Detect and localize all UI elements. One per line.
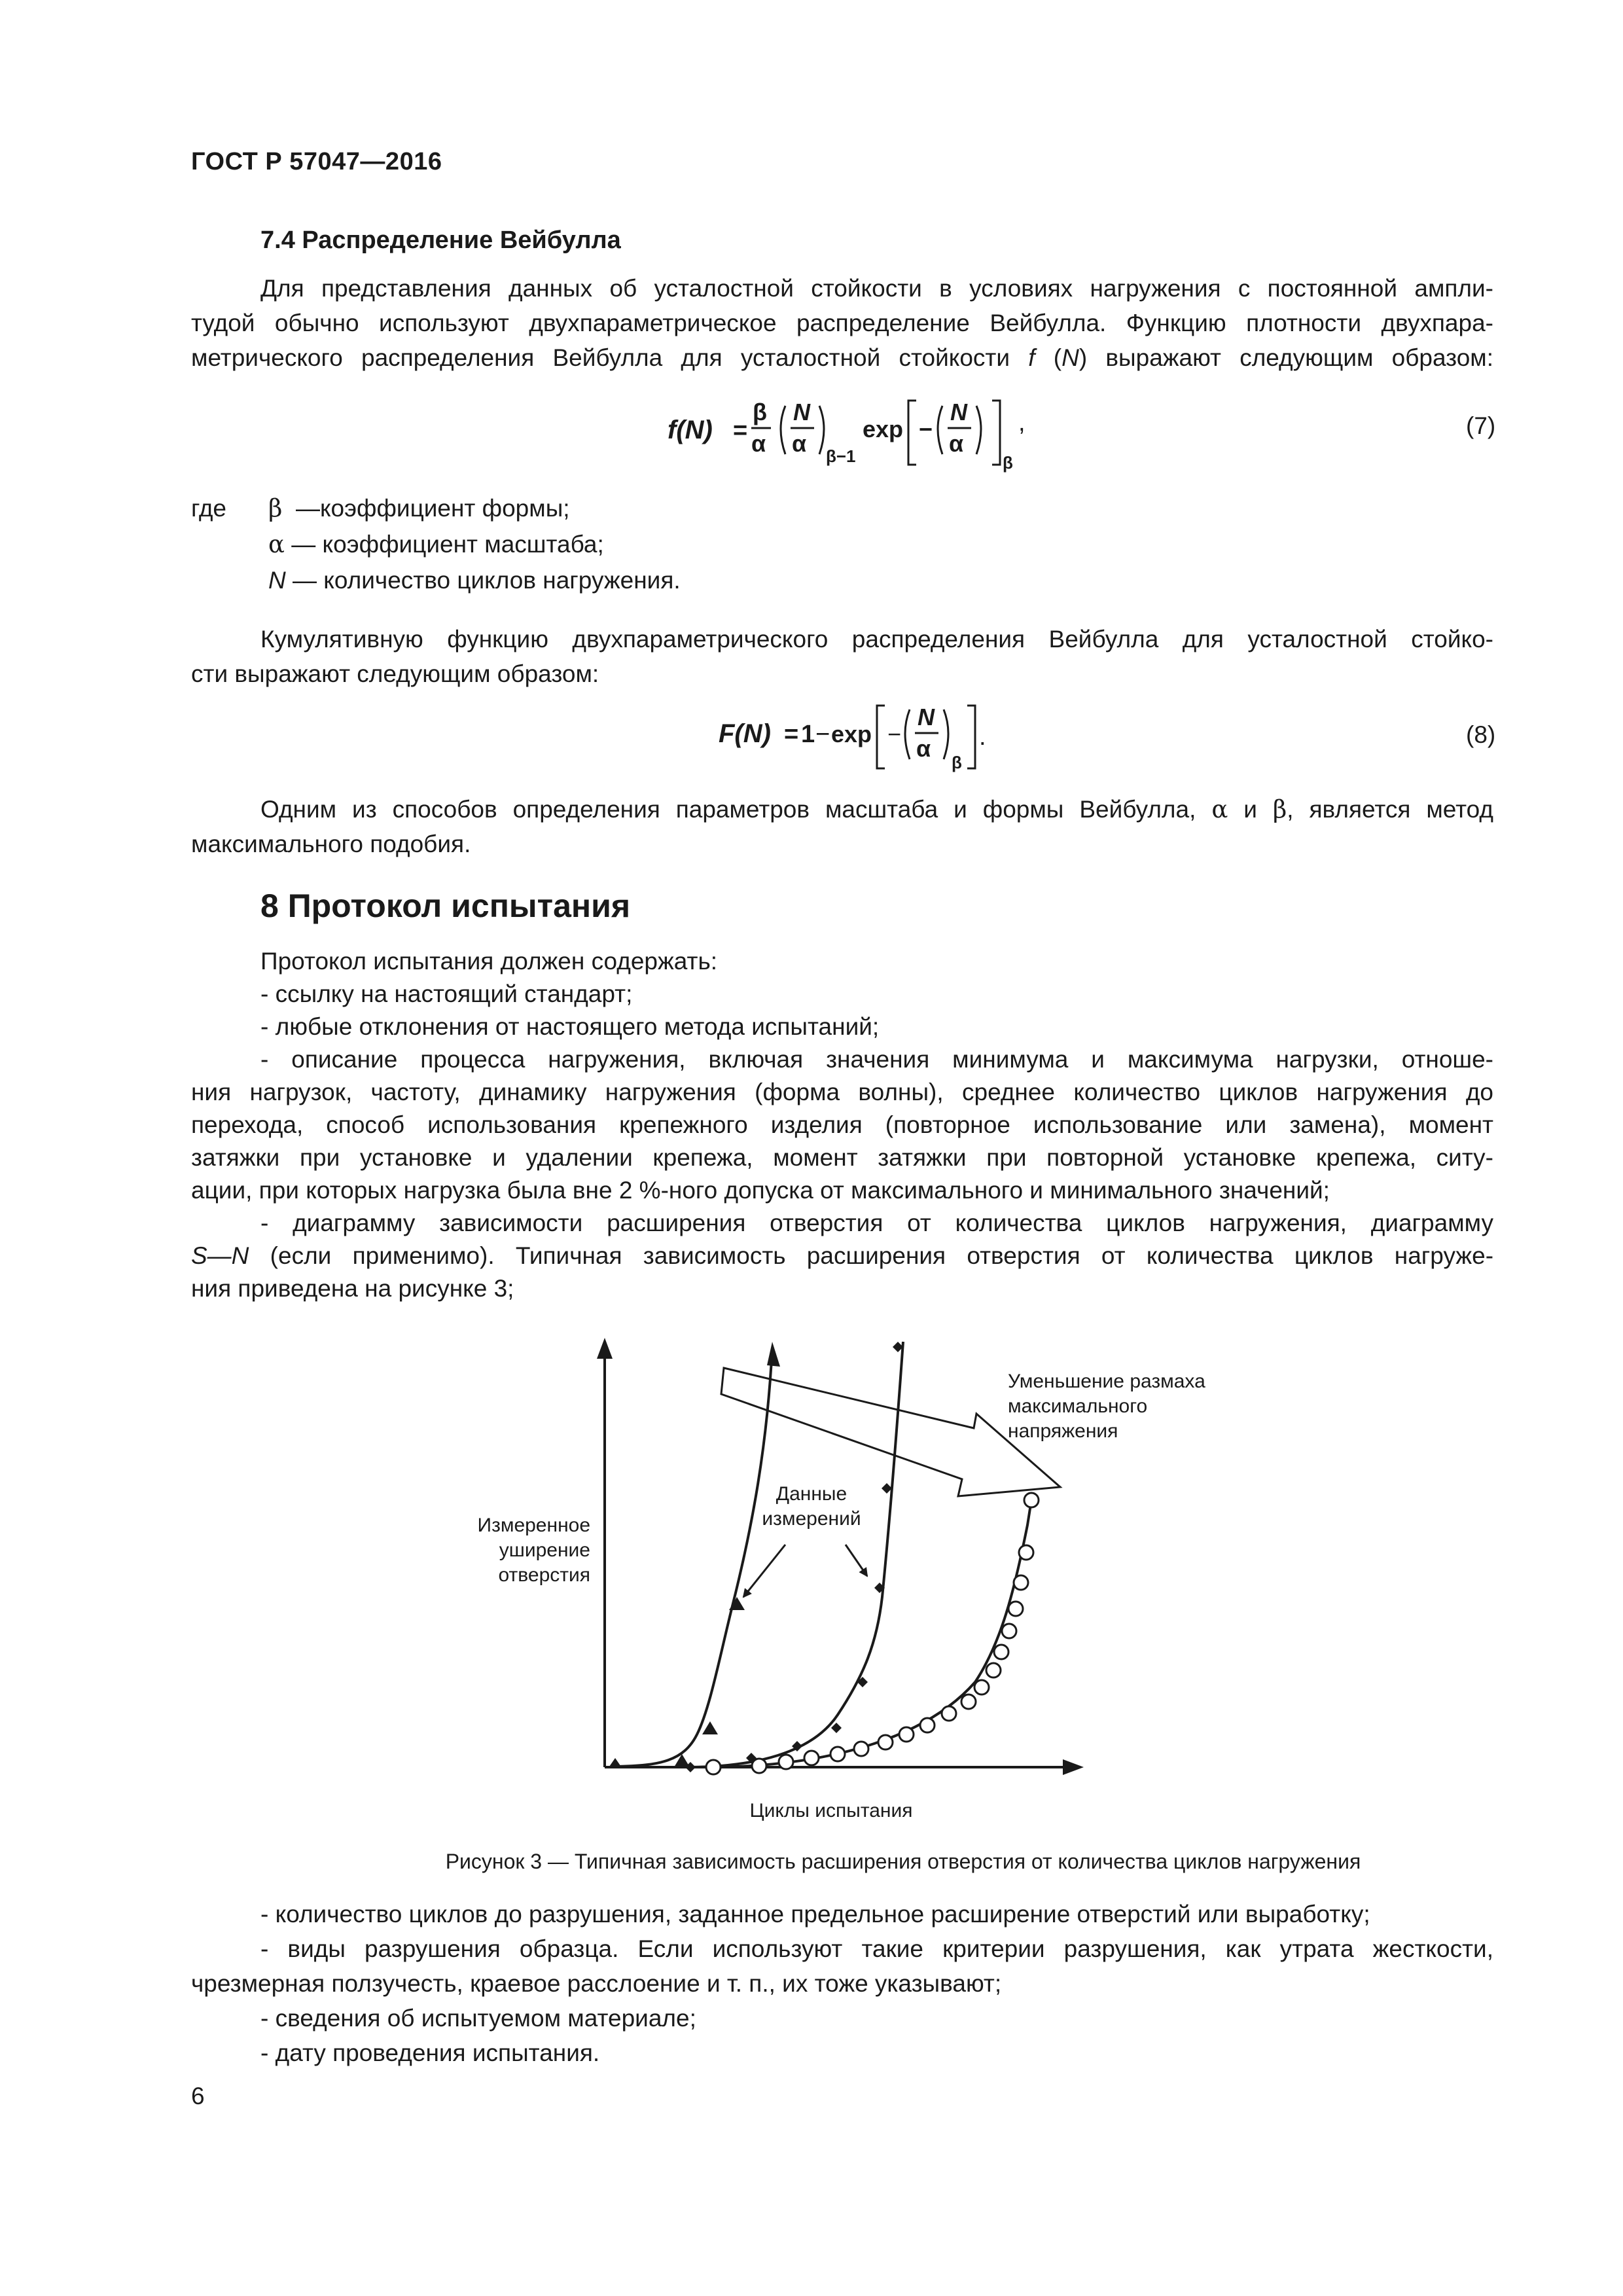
def-alpha: α — коэффициент масштаба; (268, 530, 604, 558)
trend-label-line2: максимального (1008, 1395, 1148, 1417)
para1-line3: метрического распределения Вейбулла для усталостной стойкости f (N) выражают следующим образом: (191, 344, 1494, 371)
def-N: N — количество циклов нагружения. (268, 567, 681, 594)
s8-item3-line5: ации, при которых нагрузка была вне 2 %-ного допуска от максимального и минимального значений; (191, 1177, 1330, 1204)
formula8-N: N (918, 704, 935, 730)
s8-item-material: - сведения об испытуемом материале; (260, 2005, 696, 2032)
s8-item-date: - дату проведения испытания. (260, 2039, 600, 2066)
trend-label-line3: напряжения (1008, 1420, 1118, 1442)
formula8-number: (8) (1466, 721, 1496, 748)
curve-circles (713, 1500, 1031, 1767)
formula-7 (654, 386, 1060, 484)
x-label: Циклы испытания (749, 1800, 913, 1821)
formula8-minus: − (815, 721, 830, 748)
formula7-sub1: β−1 (826, 446, 856, 466)
figure-3 (445, 1316, 1257, 1839)
s8-item-fail-line1: - виды разрушения образца. Если используют такие критерии разрушения, как утрата жесткости, (260, 1935, 1493, 1962)
s8-item-2: - любые отклонения от настоящего метода испытаний; (260, 1013, 880, 1040)
formula7-number: (7) (1466, 412, 1496, 439)
formula7-beta: β (753, 399, 767, 425)
formula8-lhs: F(N) (719, 719, 771, 748)
trend-label-line1: Уменьшение размаха (1008, 1371, 1205, 1392)
formula7-N2: N (950, 399, 967, 425)
data-label-line2: измерений (762, 1508, 861, 1530)
formula8-alpha: α (916, 735, 931, 762)
formula7-exp: exp (863, 416, 904, 442)
formula7-tail: , (1018, 409, 1026, 437)
where-label: где (191, 495, 227, 522)
formula8-exp: exp (831, 721, 872, 747)
formula7-N: N (793, 399, 810, 425)
para1-line2: тудой обычно используют двухпараметрическое распределение Вейбулла. Функцию плотности двухпара- (191, 310, 1493, 336)
page-number: 6 (191, 2083, 205, 2109)
formula8-sub: β (952, 753, 962, 772)
triangle-markers (608, 1597, 745, 1768)
para1-line1: Для представления данных об усталостной стойкости в условиях нагружения с постоянной ампли- (260, 275, 1493, 302)
curve-triangles (615, 1348, 772, 1767)
para2-line2: сти выражают следующим образом: (191, 660, 599, 687)
s8-item4-line3: ния приведена на рисунке 3; (191, 1275, 514, 1302)
s8-item-fail-line2: чрезмерная ползучесть, краевое расслоение и т. п., их тоже указывают; (191, 1970, 1002, 1997)
figure-caption: Рисунок 3 — Типичная зависимость расширения отверстия от количества циклов нагружения (445, 1850, 1361, 1873)
para2-line1: Кумулятивную функцию двухпараметрического распределения Вейбулла для усталостной стойко- (260, 626, 1493, 653)
data-label-line1: Данные (776, 1483, 847, 1505)
formula-8 (713, 694, 1008, 785)
formula8-one: 1 (801, 721, 815, 748)
formula7-lhs: f(N) (668, 416, 713, 444)
formula7-alpha2: α (792, 430, 807, 457)
s8-intro: Протокол испытания должен содержать: (260, 948, 718, 975)
s8-item-1: - ссылку на настоящий стандарт; (260, 980, 633, 1007)
s8-item3-line3: перехода, способ использования крепежного изделия (повторное использование или замена), момент (191, 1111, 1493, 1138)
s8-item3-line1: - описание процесса нагружения, включая значения минимума и максимума нагрузки, отноше- (260, 1046, 1493, 1073)
circle-markers (706, 1493, 1039, 1774)
section-7-4-title: 7.4 Распределение Вейбулла (260, 226, 621, 254)
y-label-line3: отверстия (498, 1564, 590, 1586)
s8-item4-line2: S—N (если применимо). Типичная зависимость расширения отверстия от количества циклов нагруже- (191, 1242, 1494, 1269)
formula8-minus2: − (887, 721, 902, 747)
formula8-eq: = (784, 721, 799, 748)
para3-line2: максимального подобия. (191, 831, 471, 857)
s8-item3-line4: затяжки при установке и удалении крепежа, момент затяжки при повторной установке крепежа, ситу- (191, 1144, 1493, 1171)
y-label-line1: Измеренное (477, 1515, 590, 1536)
y-label-line2: уширение (499, 1539, 590, 1561)
formula7-alpha3: α (949, 430, 964, 457)
formula7-sub2: β (1003, 453, 1013, 473)
formula7-eq: = (733, 417, 748, 444)
section-8-title: 8 Протокол испытания (260, 888, 631, 924)
formula7-minus: − (919, 416, 933, 442)
s8-item-cycles: - количество циклов до разрушения, заданное предельное расширение отверстий или выработку; (260, 1901, 1370, 1928)
para3-line1: Одним из способов определения параметров масштаба и формы Вейбулла, α и β, является метод (260, 795, 1494, 823)
s8-item3-line2: ния нагрузок, частоту, динамику нагружения (форма волны), среднее количество циклов нагружения до (191, 1079, 1493, 1105)
document-header: ГОСТ Р 57047—2016 (191, 148, 442, 175)
formula7-alpha: α (751, 430, 766, 457)
def-beta: β —коэффициент формы; (268, 494, 570, 522)
formula8-tail: . (979, 723, 986, 751)
s8-item4-line1: - диаграмму зависимости расширения отверстия от количества циклов нагружения, диаграмму (260, 1210, 1493, 1236)
